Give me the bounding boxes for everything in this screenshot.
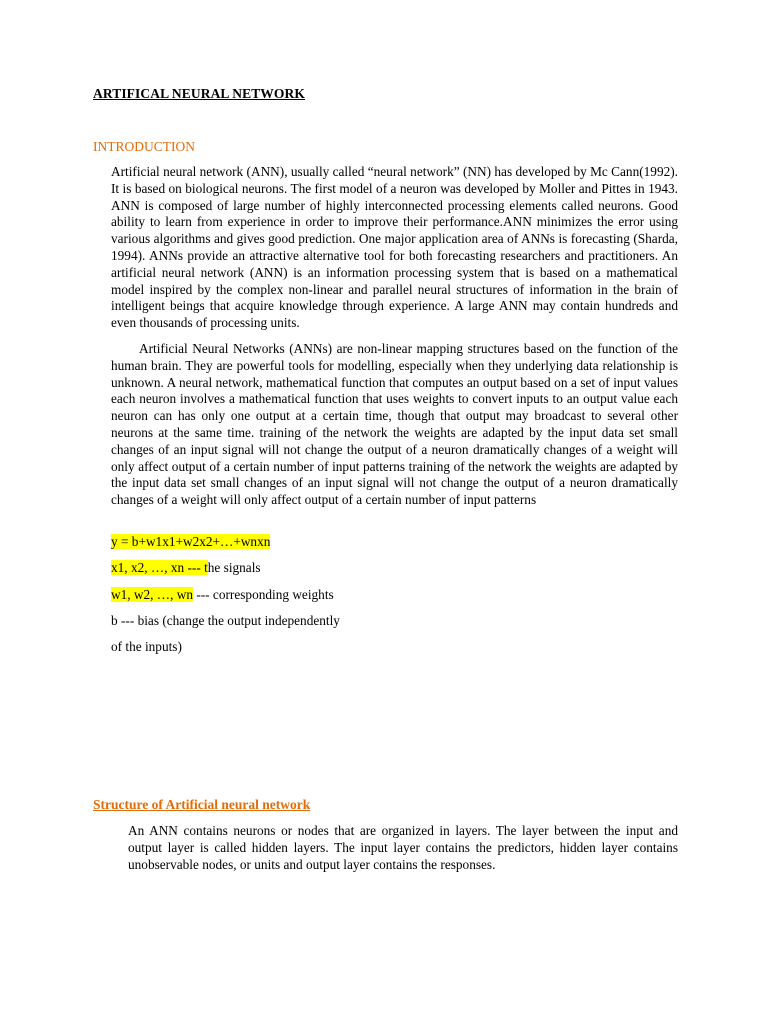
formula-weights-highlight: w1, w2, …, wn [111,587,193,602]
ann-description-paragraph: Artificial Neural Networks (ANNs) are non-linear mapping structures based on the function of the human brain. They are powerful tools for modelling, especially when they underlying data relationship is unknown. A neural network, mathematical function that computes an output based on a set of input values each neuron involves a mathematical function that uses weights to convert inputs to an output value each neuron can has only one output at a certain time, though that output may broadcast to several other neurons at the same time. training of the network the weights are adapted by the input data set small changes of an input signal will not change the output of a neuron dramatically changes of a weight will only affect output of a certain number of input patterns training of the network the weights are adapted by the input data set small changes of an input signal will not change the output of a neuron dramatically changes of a weight will only affect output of a certain number of input patterns [111,341,678,508]
structure-paragraph: An ANN contains neurons or nodes that are organized in layers. The layer between the input and output layer is called hidden layers. The input layer contains the predictors, hidden layer contains unobservable nodes, or units and output layer contains the responses. [128,823,678,872]
formula-equation-line [111,533,270,551]
introduction-heading: INTRODUCTION [93,139,195,154]
formula-signals-line [111,559,261,577]
formula-equation: y = b+w1x1+w2x2+…+wnxn [111,534,271,549]
structure-heading: Structure of Artificial neural network [93,797,311,812]
document-title: ARTIFICAL NEURAL NETWORK [93,86,305,101]
formula-weights-line [111,586,334,604]
formula-signals-highlight: x1, x2, …, xn --- t [111,560,208,575]
formula-weights-text: --- corresponding weights [193,587,334,602]
formula-bias-line-continued: of the inputs) [111,639,182,654]
formula-signals-text: he signals [207,560,261,575]
intro-paragraph: Artificial neural network (ANN), usually called “neural network” (NN) has developed by Mc Cann(1992). It is based on biological neurons. The first model of a neuron was developed by Moller and Pittes in 1943. ANN is composed of large number of highly interconnected processing elements called neurons. Good ability to learn from experience in order to improve their performance.ANN minimizes the error using various algorithms and gives good prediction. One major application area of ANNs is forecasting (Sharda, 1994). ANNs provide an attractive alternative tool for both forecasting researchers and practitioners. An artificial neural network (ANN) is an information processing system that is based on a mathematical model inspired by the complex non-linear and parallel neural structures of information in the brain of intelligent beings that acquire knowledge through experience. A large ANN may contain hundreds and even thousands of processing units. [111,164,678,331]
formula-bias-line: b --- bias (change the output independently [111,613,340,628]
